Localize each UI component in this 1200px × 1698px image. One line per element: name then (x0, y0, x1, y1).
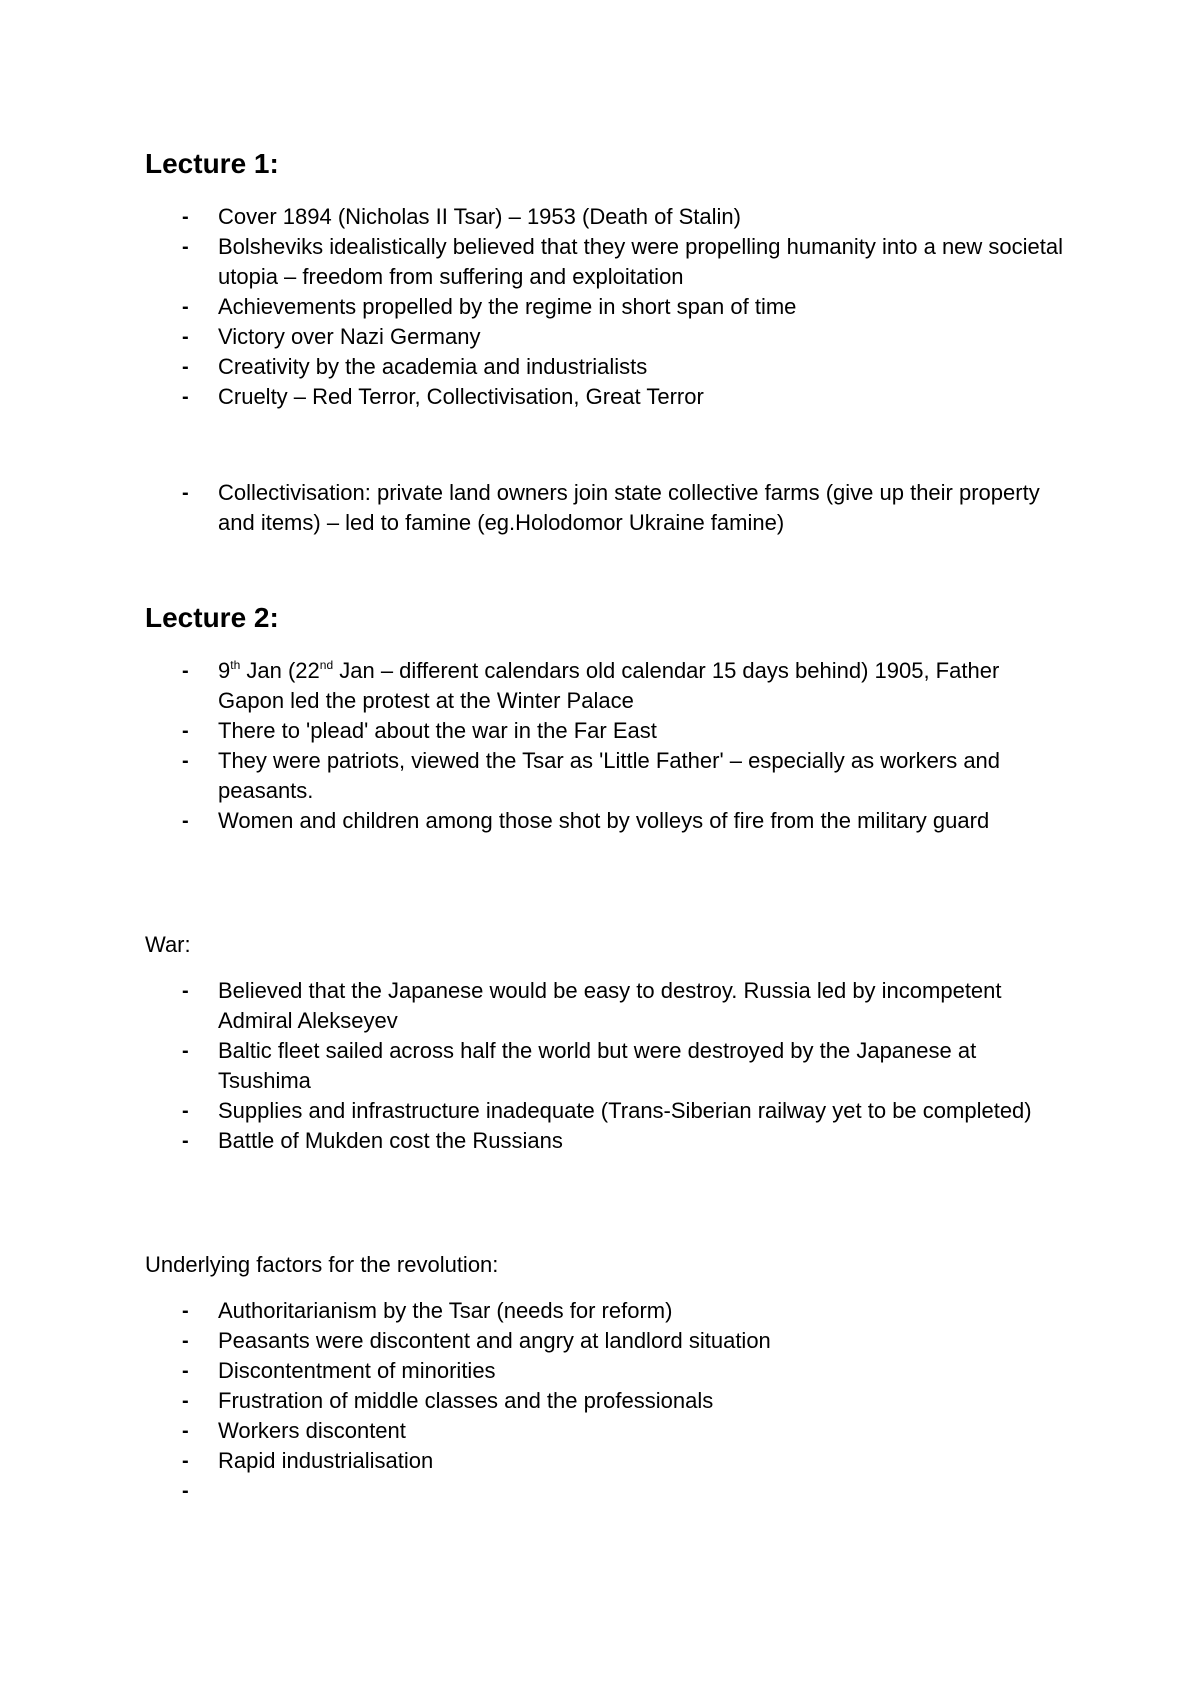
list-item: - Creativity by the academia and industrialists (0, 352, 1200, 382)
list-item: - Victory over Nazi Germany (0, 322, 1200, 352)
bullet-dash: - (182, 206, 189, 228)
bullet-dash: - (182, 386, 189, 408)
bullet-dash: - (182, 1330, 189, 1352)
list-item: - Peasants were discontent and angry at landlord situation (0, 1326, 1200, 1356)
bullet-dash: - (182, 356, 189, 378)
list-item: - They were patriots, viewed the Tsar as 'Little Father' – especially as workers and peasants. (182, 748, 1001, 803)
bullet-dash: - (182, 1130, 189, 1152)
factors-list (0, 1296, 1200, 1502)
list-item: - Supplies and infrastructure inadequate (Trans-Siberian railway yet to be completed) (0, 1096, 1200, 1126)
lecture-2-heading: Lecture 2: (145, 602, 279, 633)
bullet-dash: - (182, 660, 189, 682)
lecture-1-list (0, 202, 1200, 412)
bullet-dash: - (182, 980, 189, 1002)
bullet-dash: - (182, 1100, 189, 1122)
bullet-dash: - (182, 1450, 189, 1472)
list-item: - There to 'plead' about the war in the Far East (0, 716, 1200, 746)
list-item: - Workers discontent (0, 1416, 1200, 1446)
list-item: - Rapid industrialisation (0, 1446, 1200, 1476)
list-item: - Discontentment of minorities (0, 1356, 1200, 1386)
list-item: - Battle of Mukden cost the Russians (0, 1126, 1200, 1156)
bullet-dash: - (182, 1420, 189, 1442)
bullet-dash: - (182, 1040, 189, 1062)
list-item: - Cover 1894 (Nicholas II Tsar) – 1953 (Death of Stalin) (0, 202, 1200, 232)
list-item: - Frustration of middle classes and the professionals (0, 1386, 1200, 1416)
bullet-dash: - (182, 750, 189, 772)
list-item: - Collectivisation: private land owners join state collective farms (give up their property and items) – led to famine (eg.Holodomor Ukraine famine) (182, 480, 1040, 535)
bullet-dash: - (182, 720, 189, 742)
bullet-dash: - (182, 326, 189, 348)
bullet-dash: - (182, 296, 189, 318)
war-list (0, 976, 1200, 1156)
list-item: - Cruelty – Red Terror, Collectivisation, Great Terror (0, 382, 1200, 412)
list-item: - Achievements propelled by the regime in short span of time (0, 292, 1200, 322)
war-heading: War: (145, 932, 191, 957)
factors-heading: Underlying factors for the revolution: (145, 1252, 499, 1277)
list-item: - Baltic fleet sailed across half the world but were destroyed by the Japanese at Tsushima (182, 1038, 977, 1093)
list-item: - Believed that the Japanese would be easy to destroy. Russia led by incompetent Admiral Alekseyev (182, 978, 1002, 1033)
bullet-dash: - (182, 1480, 189, 1502)
list-item: - 9th Jan (22nd Jan – different calendars old calendar 15 days behind) 1905, Father Gapon led the protest at the Winter Palace (182, 658, 1000, 713)
lecture-1-heading: Lecture 1: (145, 148, 279, 179)
bullet-dash: - (182, 810, 189, 832)
bullet-dash: - (182, 1390, 189, 1412)
bullet-dash: - (182, 1360, 189, 1382)
list-item: - Women and children among those shot by volleys of fire from the military guard (0, 806, 1200, 836)
list-item: - Authoritarianism by the Tsar (needs for reform) (0, 1296, 1200, 1326)
lecture-2-list (0, 656, 1200, 836)
bullet-dash: - (182, 1300, 189, 1322)
bullet-dash: - (182, 482, 189, 504)
list-item: - Bolsheviks idealistically believed that they were propelling humanity into a new societal utopia – freedom from suffering and exploitation (182, 234, 1064, 289)
lecture-1-extra-list (0, 478, 1200, 538)
bullet-dash: - (182, 236, 189, 258)
